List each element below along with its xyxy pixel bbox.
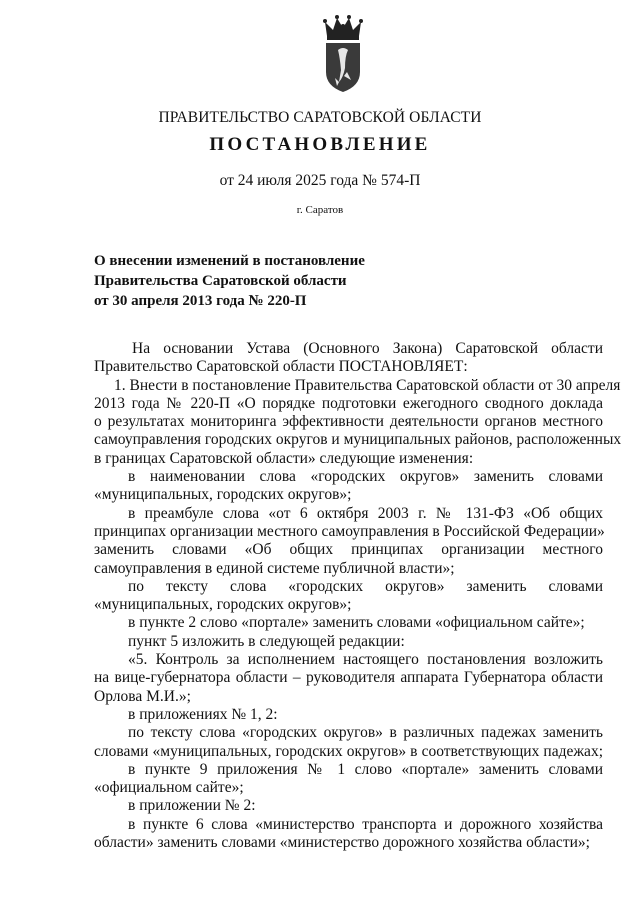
body-line: «муниципальных, городских округов»; bbox=[94, 486, 352, 504]
body-line: 1. Внести в постановление Правительства Саратовской области от 30 апреля bbox=[114, 376, 621, 394]
body-line: в пункте 9 приложения № 1 слово «портале» заменить словами bbox=[128, 760, 603, 778]
document-body bbox=[94, 340, 622, 852]
body-line: области» заменить словами «министерство дорожного хозяйства области»; bbox=[94, 834, 590, 852]
saratov-coat-of-arms-icon bbox=[317, 14, 369, 94]
body-line: самоуправления городских округов и муниципальных районов, расположенных bbox=[94, 431, 622, 449]
body-line: заменить словами «Об общих принципах организации местного bbox=[94, 541, 603, 559]
document-type: ПОСТАНОВЛЕНИЕ bbox=[209, 134, 431, 155]
body-line: Орлова М.И.»; bbox=[94, 687, 191, 705]
body-line: «5. Контроль за исполнением настоящего постановления возложить bbox=[128, 651, 603, 669]
body-line: пункт 5 изложить в следующей редакции: bbox=[128, 632, 405, 650]
body-line: о результатах мониторинга эффективности деятельности органов местного bbox=[94, 413, 603, 431]
body-line: в границах Саратовской области» следующие изменения: bbox=[94, 449, 474, 467]
body-line: в приложении № 2: bbox=[128, 797, 256, 815]
subject-line: от 30 апреля 2013 года № 220-П bbox=[94, 293, 307, 309]
body-line: по тексту слова «городских округов» заменить словами bbox=[128, 577, 603, 595]
subject-line: О внесении изменений в постановление bbox=[94, 253, 365, 269]
document-subject bbox=[94, 251, 414, 311]
body-line: «муниципальных, городских округов»; bbox=[94, 596, 352, 614]
body-line: самоуправления в единой системе публичной власти»; bbox=[94, 559, 455, 577]
body-line: словами «муниципальных, городских округов» в соответствующих падежах; bbox=[94, 742, 603, 760]
body-line: по тексту слова «городских округов» в различных падежах заменить bbox=[128, 724, 603, 742]
body-line: в приложениях № 1, 2: bbox=[128, 705, 278, 723]
body-line: «официальном сайте»; bbox=[94, 779, 244, 797]
body-line: 2013 года № 220-П «О порядке подготовки ежегодного сводного доклада bbox=[94, 394, 603, 412]
body-line: принципах организации местного самоуправления в Российской Федерации» bbox=[94, 522, 605, 540]
government-name: ПРАВИТЕЛЬСТВО САРАТОВСКОЙ ОБЛАСТИ bbox=[158, 109, 482, 126]
body-line: в пункте 6 слова «министерство транспорта и дорожного хозяйства bbox=[128, 815, 603, 833]
body-line: в пункте 2 слово «портале» заменить словами «официальном сайте»; bbox=[128, 614, 585, 632]
body-line: на вице-губернатора области – руководителя аппарата Губернатора области bbox=[94, 669, 603, 687]
city-name: г. Саратов bbox=[296, 204, 344, 216]
body-line: Правительство Саратовской области ПОСТАНОВЛЯЕТ: bbox=[94, 358, 468, 376]
body-line: в наименовании слова «городских округов» заменить словами bbox=[128, 468, 603, 486]
body-line: в преамбуле слова «от 6 октября 2003 г. № 131-ФЗ «Об общих bbox=[128, 504, 603, 522]
body-line: На основании Устава (Основного Закона) Саратовской области bbox=[132, 340, 603, 357]
document-date-number: от 24 июля 2025 года № 574-П bbox=[219, 172, 421, 189]
subject-line: Правительства Саратовской области bbox=[94, 273, 347, 289]
